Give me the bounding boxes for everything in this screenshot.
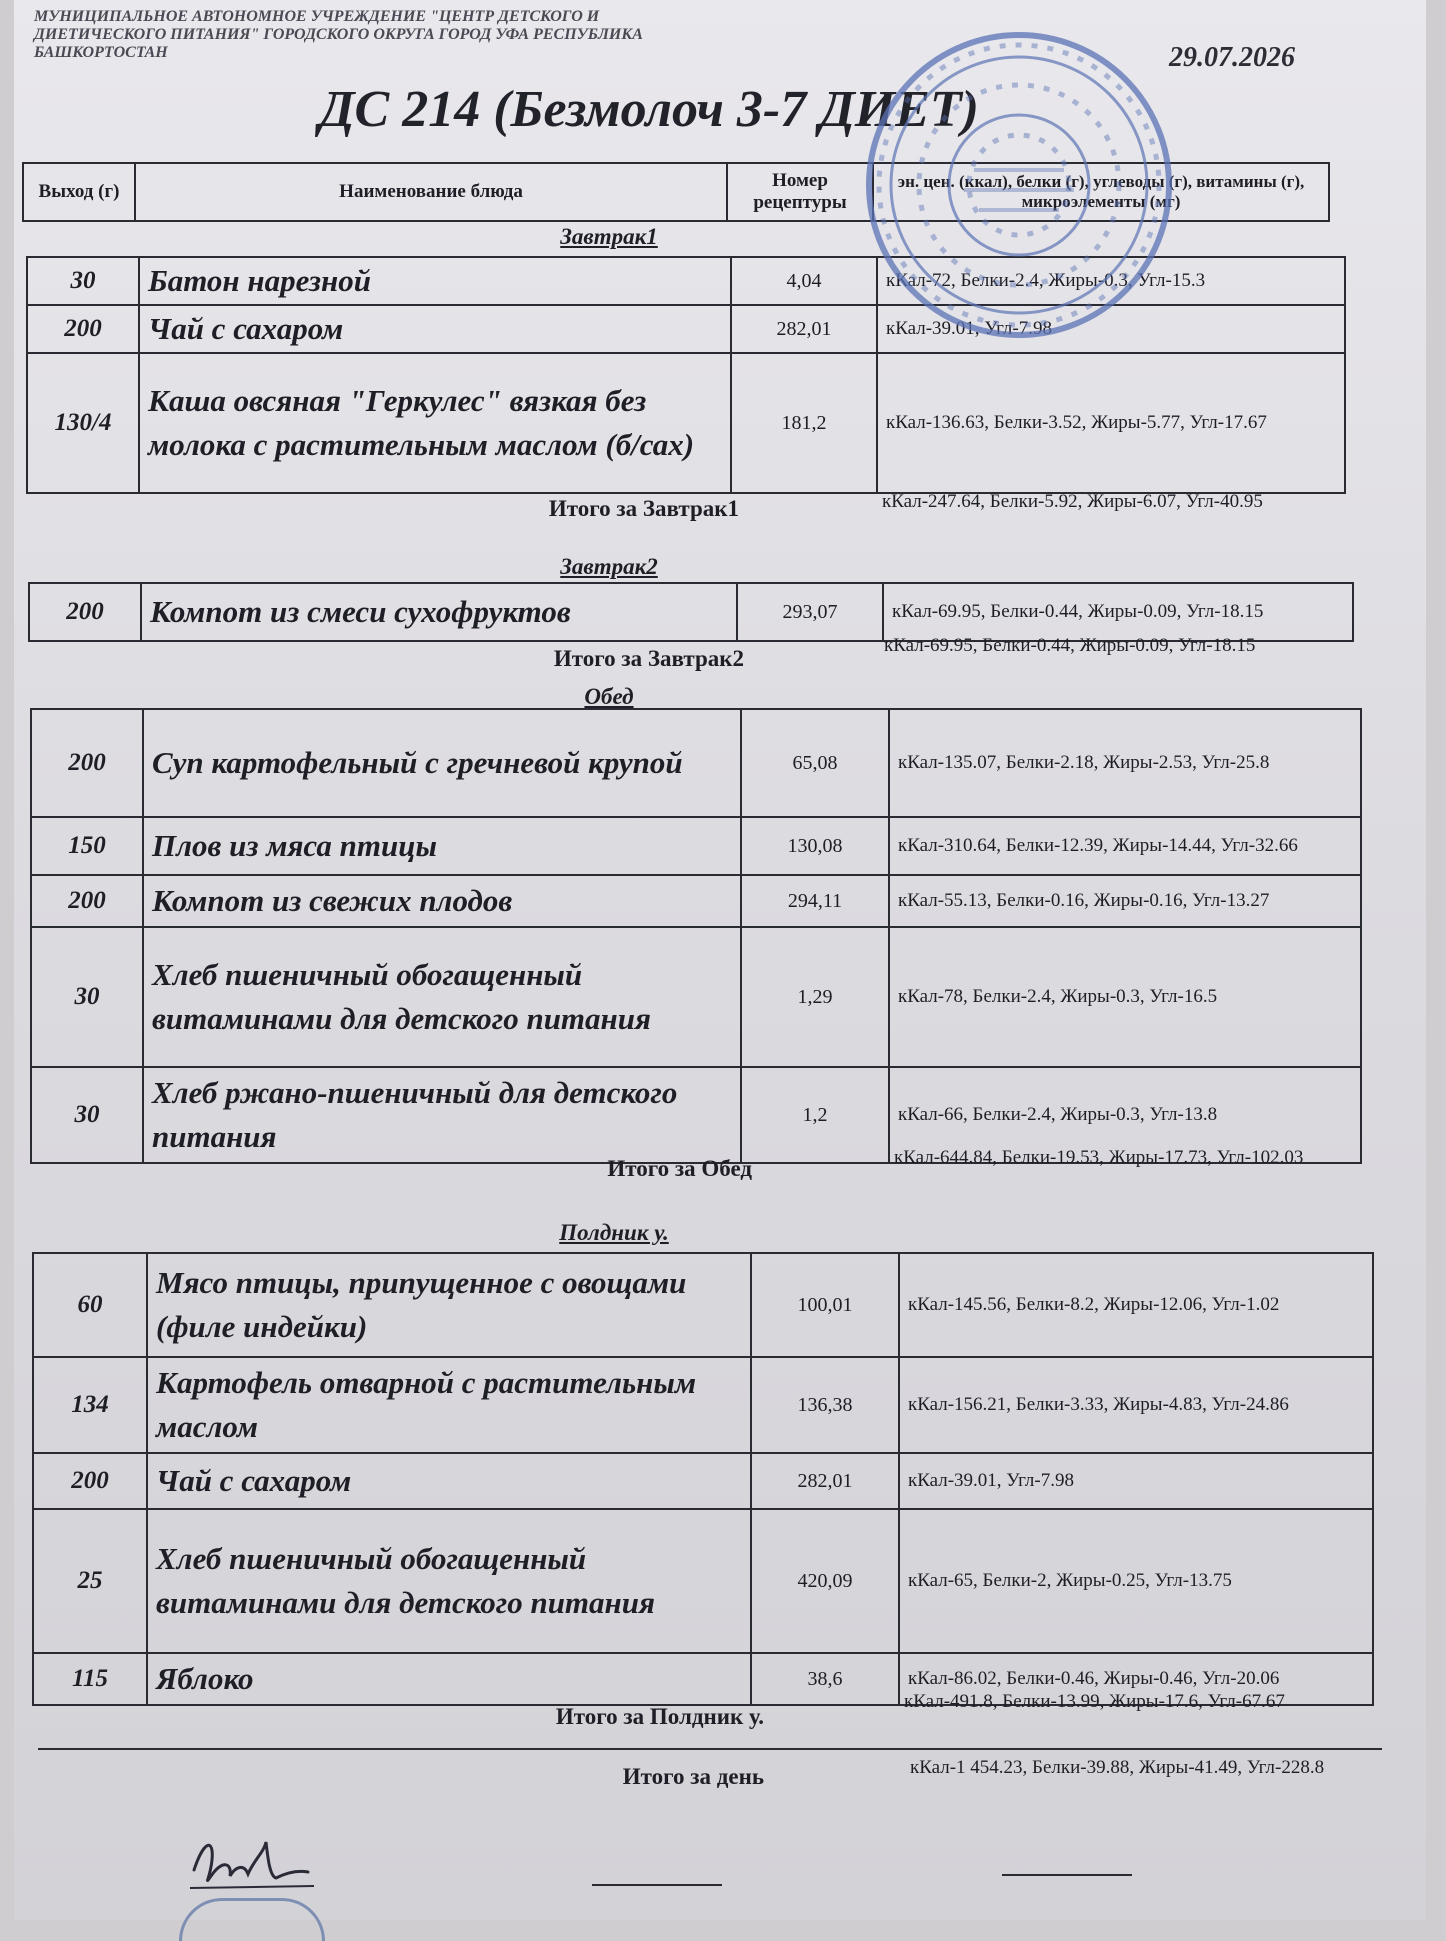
- row-recipe: 1,2: [741, 1067, 889, 1163]
- row-output: 134: [33, 1357, 147, 1453]
- row-dish: Плов из мяса птицы: [143, 817, 741, 875]
- day-total-label: Итого за день: [622, 1764, 764, 1789]
- signature-line: [1002, 1874, 1132, 1876]
- row-recipe: 38,6: [751, 1653, 899, 1705]
- document-title: ДС 214 (Безмолоч 3-7 ДИЕТ): [319, 81, 979, 138]
- row-output: 200: [33, 1453, 147, 1509]
- round-stamp: [854, 20, 1184, 350]
- row-nutrition: кКал-55.13, Белки-0.16, Жиры-0.16, Угл-13.27: [889, 875, 1361, 927]
- row-output: 25: [33, 1509, 147, 1653]
- table-row: [31, 875, 1361, 927]
- row-nutrition: кКал-135.07, Белки-2.18, Жиры-2.53, Угл-25.8: [889, 709, 1361, 817]
- day-total-divider: [38, 1748, 1382, 1750]
- row-output: 60: [33, 1253, 147, 1357]
- table-row: [33, 1253, 1373, 1357]
- table-row: [27, 353, 1345, 493]
- row-dish: Яблоко: [147, 1653, 751, 1705]
- section-total-label: Итого за Обед: [607, 1156, 752, 1181]
- row-nutrition: кКал-65, Белки-2, Жиры-0.25, Угл-13.75: [899, 1509, 1373, 1653]
- table-row: [33, 1357, 1373, 1453]
- row-dish: Хлеб пшеничный обогащенный витаминами для детского питания: [143, 927, 741, 1067]
- row-output: 200: [31, 709, 143, 817]
- row-nutrition: кКал-136.63, Белки-3.52, Жиры-5.77, Угл-17.67: [877, 353, 1345, 493]
- row-output: 200: [27, 305, 139, 353]
- row-output: 130/4: [27, 353, 139, 493]
- section-total-value: кКал-247.64, Белки-5.92, Жиры-6.07, Угл-40.95: [882, 491, 1263, 512]
- row-nutrition: кКал-66, Белки-2.4, Жиры-0.3, Угл-13.8: [889, 1067, 1361, 1163]
- table-row: [33, 1453, 1373, 1509]
- section-table-lunch: [30, 708, 1362, 1164]
- row-output: 150: [31, 817, 143, 875]
- row-recipe: 1,29: [741, 927, 889, 1067]
- col-nutrition: эн. цен. (ккал), белки (г), углеводы (г), витамины (г), микроэлементы (мг): [873, 163, 1329, 221]
- row-recipe: 136,38: [751, 1357, 899, 1453]
- row-dish: Чай с сахаром: [147, 1453, 751, 1509]
- table-row: [33, 1509, 1373, 1653]
- row-recipe: 100,01: [751, 1253, 899, 1357]
- section-title: Обед: [584, 684, 634, 709]
- row-dish: Картофель отварной с растительным маслом: [147, 1357, 751, 1453]
- section-title: Завтрак2: [560, 554, 658, 579]
- row-nutrition: кКал-310.64, Белки-12.39, Жиры-14.44, Угл-32.66: [889, 817, 1361, 875]
- table-row: [31, 927, 1361, 1067]
- row-recipe: 4,04: [731, 257, 877, 305]
- row-recipe: 282,01: [731, 305, 877, 353]
- row-recipe: 293,07: [737, 583, 883, 641]
- col-output: Выход (г): [23, 163, 135, 221]
- row-output: 200: [29, 583, 141, 641]
- signature-line: [592, 1884, 722, 1886]
- row-dish: Батон нарезной: [139, 257, 731, 305]
- table-row: [31, 709, 1361, 817]
- row-nutrition: кКал-39.01, Угл-7.98: [899, 1453, 1373, 1509]
- day-total-value: кКал-1 454.23, Белки-39.88, Жиры-41.49, Угл-228.8: [910, 1757, 1325, 1778]
- section-total-value: кКал-644.84, Белки-19.53, Жиры-17.73, Угл-102.03: [894, 1147, 1304, 1168]
- row-output: 200: [31, 875, 143, 927]
- row-nutrition: кКал-78, Белки-2.4, Жиры-0.3, Угл-16.5: [889, 927, 1361, 1067]
- row-dish: Суп картофельный с гречневой крупой: [143, 709, 741, 817]
- section-total-label: Итого за Завтрак1: [548, 496, 739, 521]
- row-dish: Компот из смеси сухофруктов: [141, 583, 737, 641]
- row-output: 30: [31, 1067, 143, 1163]
- row-recipe: 282,01: [751, 1453, 899, 1509]
- row-nutrition: кКал-156.21, Белки-3.33, Жиры-4.83, Угл-24.86: [899, 1357, 1373, 1453]
- section-total-value: кКал-69.95, Белки-0.44, Жиры-0.09, Угл-18.15: [884, 635, 1256, 656]
- section-title: Завтрак1: [560, 224, 658, 249]
- section-title: Полдник у.: [559, 1220, 669, 1245]
- section-total-label: Итого за Полдник у.: [555, 1704, 764, 1729]
- col-dish: Наименование блюда: [135, 163, 727, 221]
- signature: [184, 1830, 324, 1900]
- row-dish: Компот из свежих плодов: [143, 875, 741, 927]
- row-recipe: 181,2: [731, 353, 877, 493]
- section-total-value: кКал-491.8, Белки-13.99, Жиры-17.6, Угл-67.67: [904, 1691, 1285, 1712]
- table-row: [29, 583, 1353, 641]
- menu-sheet: [14, 0, 1426, 1920]
- section-table-breakfast2: [28, 582, 1354, 642]
- row-dish: Хлеб пшеничный обогащенный витаминами для детского питания: [147, 1509, 751, 1653]
- row-recipe: 65,08: [741, 709, 889, 817]
- row-output: 115: [33, 1653, 147, 1705]
- row-dish: Хлеб ржано-пшеничный для детского питания: [143, 1067, 741, 1163]
- row-dish: Каша овсяная "Геркулес" вязкая без молока с растительным маслом (б/сах): [139, 353, 731, 493]
- row-nutrition: кКал-72, Белки-2.4, Жиры-0.3, Угл-15.3: [877, 257, 1345, 305]
- row-dish: Мясо птицы, припущенное с овощами (филе индейки): [147, 1253, 751, 1357]
- row-recipe: 294,11: [741, 875, 889, 927]
- document-date: 29.07.2026: [1169, 42, 1295, 73]
- table-row: [31, 817, 1361, 875]
- row-nutrition: кКал-145.56, Белки-8.2, Жиры-12.06, Угл-1.02: [899, 1253, 1373, 1357]
- row-recipe: 420,09: [751, 1509, 899, 1653]
- row-output: 30: [31, 927, 143, 1067]
- row-nutrition: кКал-86.02, Белки-0.46, Жиры-0.46, Угл-20.06: [899, 1653, 1373, 1705]
- col-recipe: Номер рецептуры: [727, 163, 873, 221]
- row-nutrition: кКал-69.95, Белки-0.44, Жиры-0.09, Угл-18.15: [883, 583, 1353, 641]
- section-table-snack: [32, 1252, 1374, 1706]
- row-recipe: 130,08: [741, 817, 889, 875]
- row-dish: Чай с сахаром: [139, 305, 731, 353]
- row-nutrition: кКал-39.01, Угл-7.98: [877, 305, 1345, 353]
- section-total-label: Итого за Завтрак2: [553, 646, 744, 671]
- row-output: 30: [27, 257, 139, 305]
- organization-name: МУНИЦИПАЛЬНОЕ АВТОНОМНОЕ УЧРЕЖДЕНИЕ "ЦЕНТР ДЕТСКОГО И ДИЕТИЧЕСКОГО ПИТАНИЯ" ГОРОДСКОГО ОКРУГА ГОРОД УФА РЕСПУБЛИКА БАШКОРТОСТАН: [34, 8, 643, 61]
